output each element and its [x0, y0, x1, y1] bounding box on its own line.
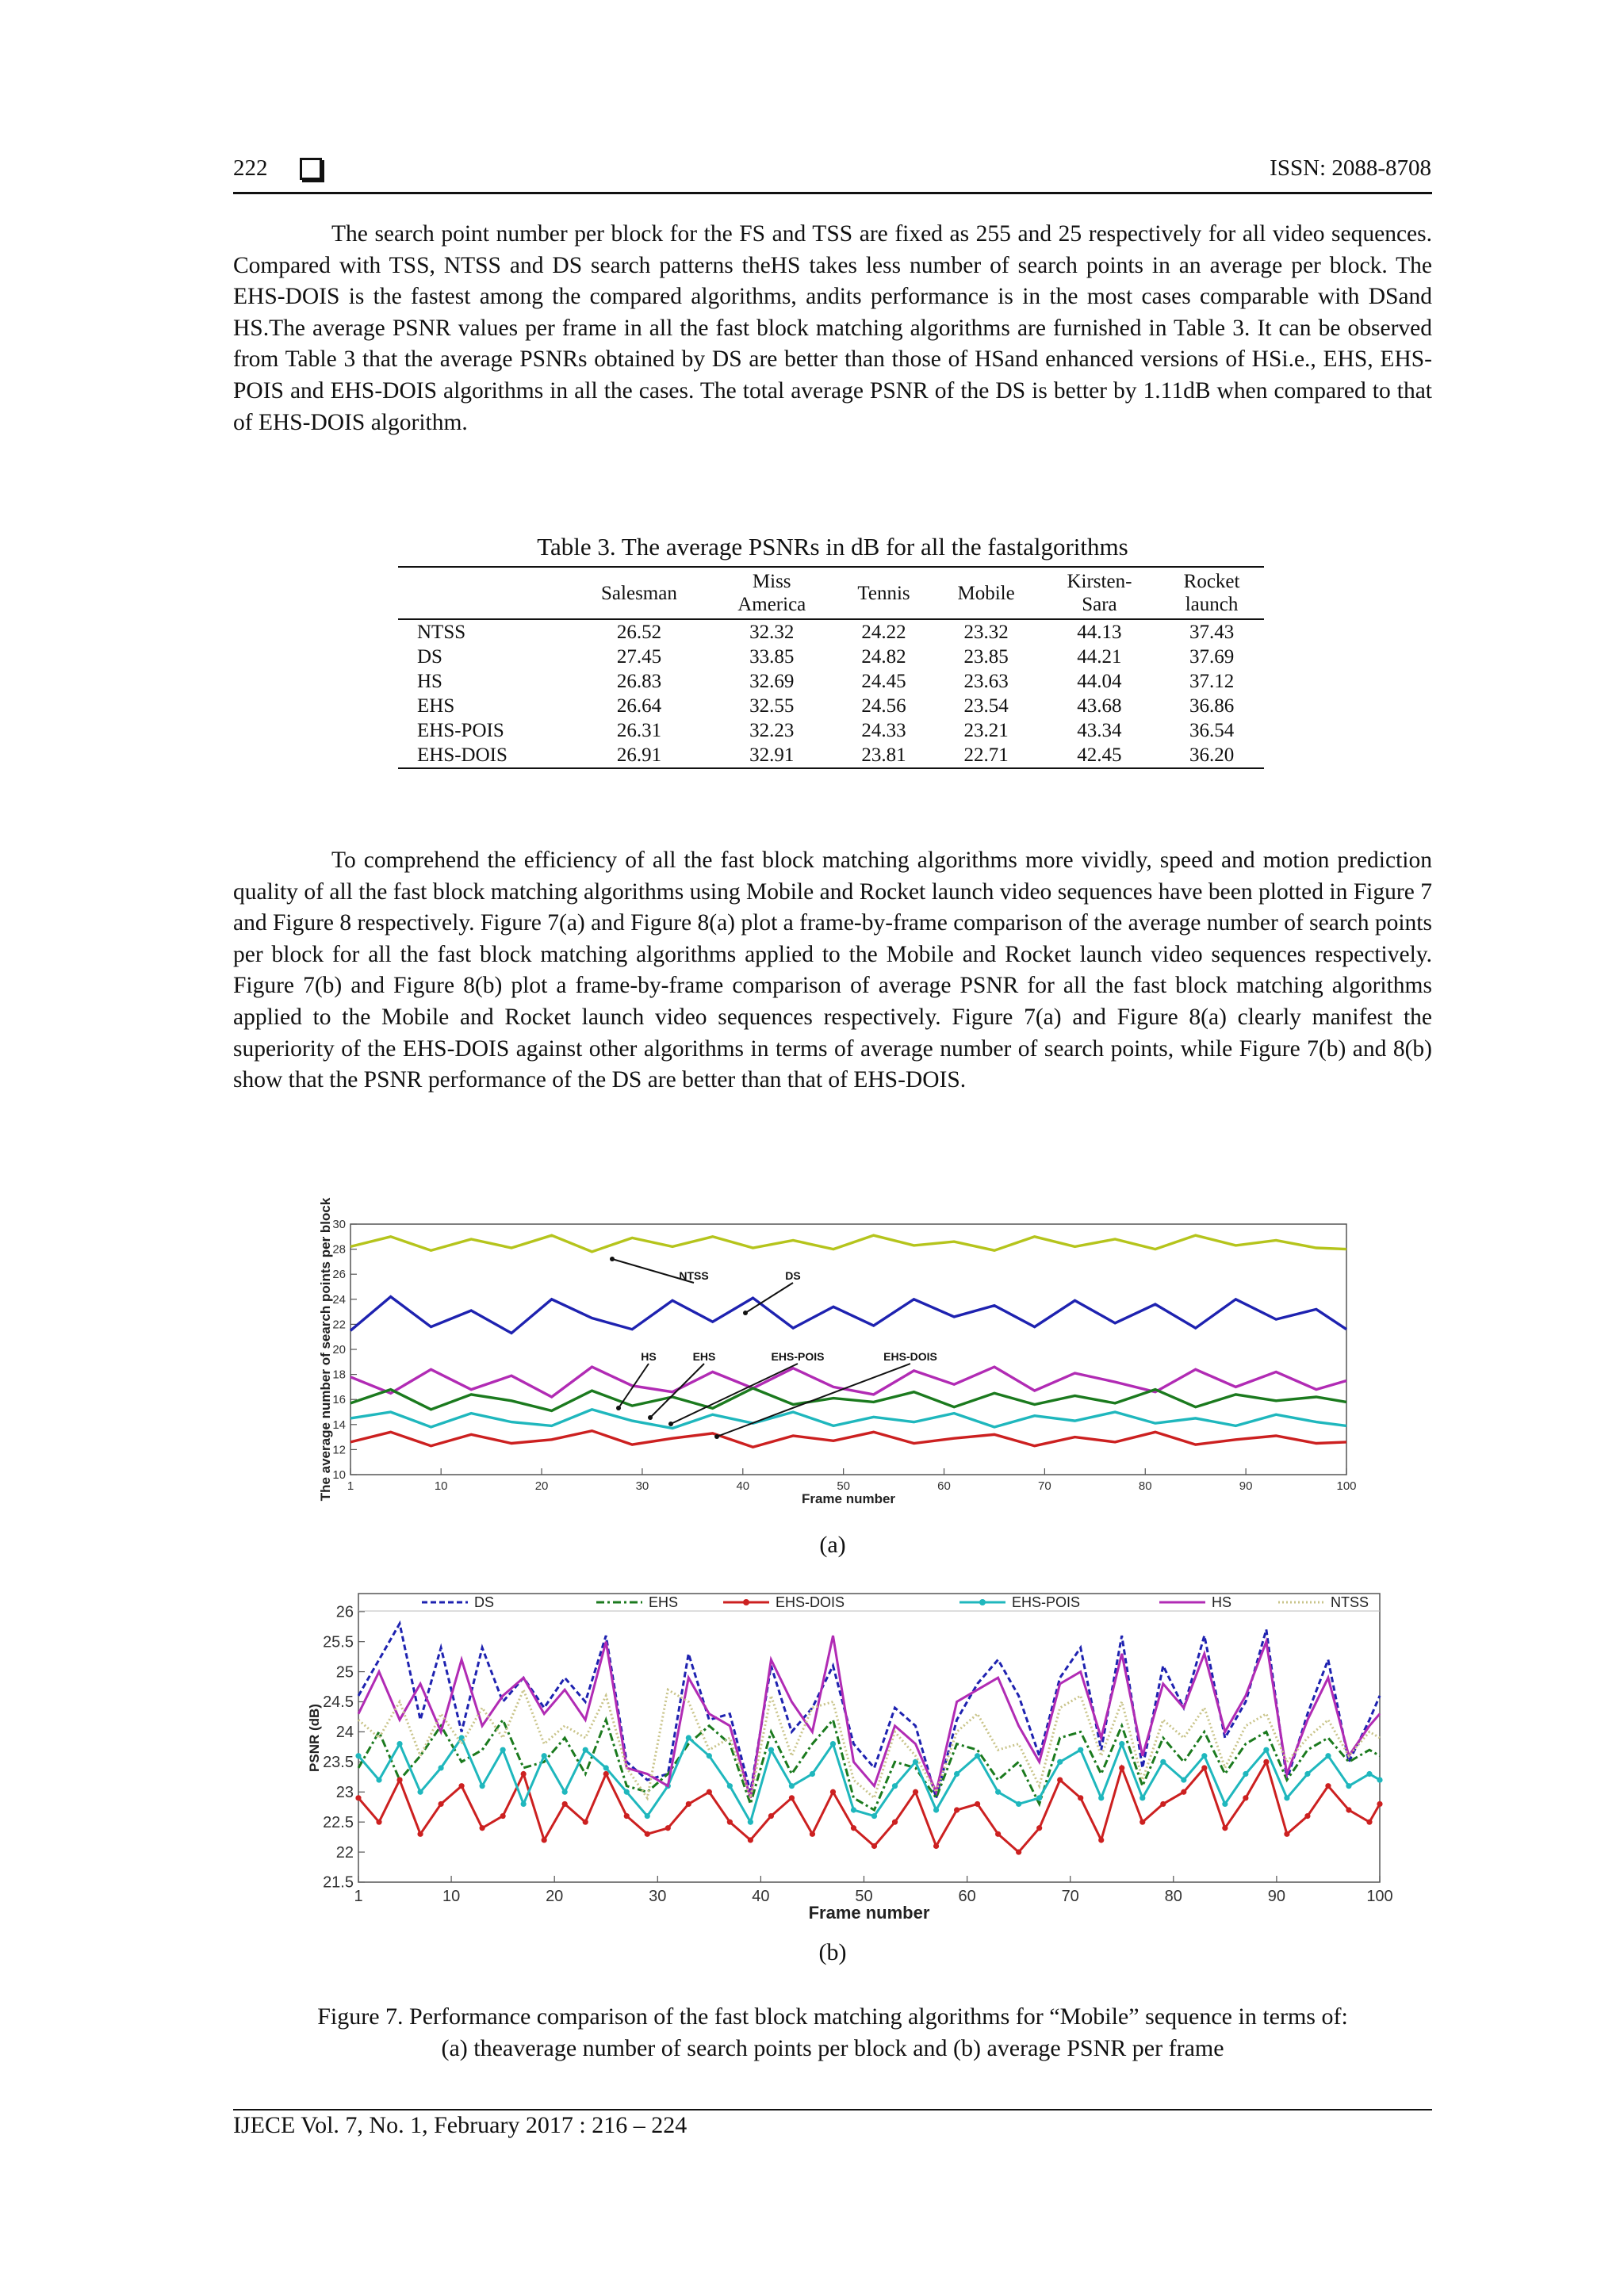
data-point-ehs-pois [1243, 1771, 1248, 1777]
data-point-ehs-pois [789, 1783, 795, 1789]
data-point-ehs-pois [1078, 1747, 1083, 1753]
data-point-ehs-dois [624, 1813, 630, 1819]
data-point-ehs-pois [1181, 1777, 1186, 1782]
x-tick-label: 1 [347, 1479, 354, 1493]
data-point-ehs-dois [1078, 1795, 1083, 1800]
data-point-ehs-pois [995, 1789, 1001, 1795]
legend-marker [743, 1599, 749, 1605]
x-tick-label: 50 [837, 1479, 851, 1493]
y-tick-label: 20 [332, 1343, 346, 1357]
data-point-ehs-pois [1222, 1801, 1228, 1807]
table-cell: 44.21 [1077, 646, 1122, 668]
x-tick-label: 10 [434, 1479, 448, 1493]
x-tick-label: 40 [752, 1888, 770, 1905]
table-cell: 44.04 [1077, 671, 1122, 692]
data-point-ehs-pois [562, 1789, 568, 1795]
data-point-ehs-pois [686, 1735, 691, 1740]
row-label: NTSS [417, 622, 466, 643]
data-point-ehs-dois [438, 1801, 443, 1807]
table-cell: 37.69 [1189, 646, 1235, 668]
table-row [398, 718, 1264, 743]
data-point-ehs-dois [417, 1831, 423, 1837]
chart-search-points [301, 1197, 1364, 1506]
data-point-ehs-dois [376, 1820, 381, 1825]
table-cell: 43.68 [1077, 695, 1122, 717]
data-point-ehs-dois [665, 1825, 671, 1831]
table-cell: 24.33 [861, 720, 906, 741]
x-tick-label: 30 [649, 1888, 667, 1905]
annotation-label: NTSS [679, 1269, 709, 1282]
data-point-ehs-pois [624, 1789, 630, 1795]
data-point-ehs-pois [645, 1813, 650, 1819]
figure-caption-line-1: Figure 7. Performance comparison of the fast block matching algorithms for “Mobile” sequence in terms of: [317, 2003, 1348, 2030]
data-point-ehs-dois [830, 1789, 836, 1795]
table-cell: 24.82 [861, 646, 906, 668]
data-point-ehs-dois [1366, 1820, 1372, 1825]
data-point-ehs-dois [1222, 1825, 1228, 1831]
x-tick-label: 100 [1336, 1479, 1357, 1493]
table-cell: 37.43 [1189, 622, 1235, 643]
table-cell: 23.21 [963, 720, 1009, 741]
y-tick-label: 22.5 [323, 1813, 354, 1831]
table-cell: 37.12 [1189, 671, 1235, 692]
table-cell: 32.23 [749, 720, 795, 741]
data-point-ehs-dois [1139, 1820, 1145, 1825]
table-cell: 22.71 [963, 744, 1009, 766]
page-number: 222 [233, 155, 268, 181]
annotation-arrowhead [616, 1406, 621, 1410]
data-point-ehs-dois [789, 1795, 795, 1800]
data-point-ehs-dois [1263, 1759, 1269, 1765]
table-cell: 26.91 [616, 744, 662, 766]
footer-rule [233, 2109, 1432, 2110]
row-label: EHS-POIS [417, 720, 504, 741]
subcaption-a: (a) [819, 1532, 846, 1558]
y-tick-label: 23 [335, 1783, 354, 1801]
annotation-arrowhead [610, 1257, 615, 1261]
footer-citation: IJECE Vol. 7, No. 1, February 2017 : 216 – 224 [233, 2112, 688, 2138]
x-tick-label: 80 [1164, 1888, 1182, 1905]
data-point-ehs-pois [521, 1801, 527, 1807]
y-tick-label: 23.5 [323, 1754, 354, 1771]
data-point-ehs-pois [1160, 1759, 1166, 1765]
y-tick-label: 16 [332, 1393, 346, 1407]
table-row [398, 619, 1264, 645]
paragraph-1: The search point number per block for the FS and TSS are fixed as 255 and 25 respectively for all video sequences. Compared with TSS, NTSS and DS search patterns theHS takes less number of search points in an average per block. The EHS-DOIS is the fastest among the compared algorithms, andits performance is in the most cases comparable with DSand HS.The average PSNR values per frame in all the fast block matching algorithms are furnished in Table 3. It can be observed from Table 3 that the average PSNRs obtained by DS are better than those of HSand enhanced versions of HSi.e., EHS, EHS-POIS and EHS-DOIS algorithms in all the cases. The total average PSNR of the DS is better by 1.11dB when compared to that of EHS-DOIS algorithm. [233, 221, 1432, 435]
table-cell: 36.20 [1189, 744, 1235, 766]
table-cell: 32.91 [749, 744, 795, 766]
table-row [398, 669, 1264, 694]
table-row [398, 645, 1264, 669]
table-cell: 43.34 [1077, 720, 1122, 741]
data-point-ehs-dois [748, 1837, 753, 1843]
col-header: Tennis [857, 582, 910, 604]
y-tick-label: 24 [332, 1292, 346, 1307]
data-point-ehs-dois [1057, 1777, 1063, 1782]
x-tick-label: 70 [1038, 1479, 1051, 1493]
y-tick-label: 26 [332, 1268, 346, 1282]
annotation-arrowhead [714, 1434, 719, 1439]
x-tick-label: 80 [1138, 1479, 1152, 1493]
table-header-row [398, 567, 1264, 619]
y-axis-label: PSNR (dB) [307, 1704, 322, 1772]
data-point-ehs-pois [542, 1753, 547, 1758]
annotation-label: EHS-DOIS [883, 1350, 937, 1363]
table-cell: 26.64 [616, 695, 662, 717]
data-point-ehs-pois [1263, 1747, 1269, 1753]
data-point-ehs-pois [851, 1807, 856, 1812]
page-header-left [233, 155, 322, 182]
y-tick-label: 26 [335, 1603, 354, 1621]
data-point-ehs-dois [1181, 1789, 1186, 1795]
data-point-ehs-dois [768, 1813, 774, 1819]
col-header: Kirsten- Sara [1067, 571, 1132, 615]
table-cell: 36.54 [1189, 720, 1235, 741]
data-point-ehs-pois [810, 1771, 815, 1777]
annotation-arrowhead [743, 1311, 748, 1315]
data-point-ehs-pois [1366, 1771, 1372, 1777]
data-point-ehs-dois [355, 1795, 361, 1800]
table-cell: 23.81 [861, 744, 906, 766]
x-tick-label: 40 [736, 1479, 750, 1493]
data-point-ehs-dois [686, 1801, 691, 1807]
table-cell: 42.45 [1077, 744, 1122, 766]
header-rule [233, 192, 1432, 194]
data-point-ehs-dois [995, 1831, 1001, 1837]
table-cell: 32.32 [749, 622, 795, 643]
table-row [398, 743, 1264, 768]
y-tick-label: 12 [332, 1443, 346, 1457]
annotation-arrowhead [668, 1422, 673, 1426]
data-point-ehs-dois [1016, 1849, 1021, 1854]
data-point-ehs-pois [1284, 1795, 1289, 1800]
data-point-ehs-pois [1346, 1783, 1351, 1789]
data-point-ehs-dois [1160, 1801, 1166, 1807]
table-cell: 26.31 [616, 720, 662, 741]
table-cell: 24.22 [861, 622, 906, 643]
legend-label-hs: HS [1212, 1594, 1232, 1610]
row-label: EHS-DOIS [417, 744, 508, 766]
data-point-ehs-dois [1201, 1765, 1207, 1770]
data-point-ehs-pois [583, 1747, 588, 1753]
legend-label-ehs-dois: EHS-DOIS [776, 1594, 845, 1610]
table-cell: 26.52 [616, 622, 662, 643]
data-point-ehs-pois [603, 1765, 609, 1770]
data-point-ehs-dois [810, 1831, 815, 1837]
data-point-ehs-dois [871, 1843, 877, 1849]
data-point-ehs-pois [1139, 1795, 1145, 1800]
data-point-ehs-dois [459, 1783, 465, 1789]
data-point-ehs-pois [748, 1820, 753, 1825]
issn-label: ISSN: 2088-8708 [1270, 155, 1431, 181]
y-axis-label: The average number of search points per block [318, 1197, 333, 1502]
data-point-ehs-pois [1325, 1753, 1331, 1758]
table-cell: 32.55 [749, 695, 795, 717]
x-tick-label: 30 [635, 1479, 649, 1493]
x-tick-label: 60 [937, 1479, 951, 1493]
data-point-ehs-pois [954, 1771, 959, 1777]
data-point-ehs-pois [438, 1765, 443, 1770]
data-point-ehs-dois [521, 1771, 527, 1777]
figure-caption-line-2: (a) theaverage number of search points per block and (b) average PSNR per frame [441, 2035, 1224, 2061]
data-point-ehs-pois [1119, 1741, 1124, 1747]
data-point-ehs-dois [727, 1820, 733, 1825]
annotation-label: DS [785, 1269, 801, 1282]
data-point-ehs-pois [975, 1753, 980, 1758]
legend-marker [979, 1599, 986, 1605]
table-row [398, 694, 1264, 718]
data-point-ehs-dois [1284, 1831, 1289, 1837]
data-point-ehs-dois [396, 1777, 402, 1782]
paragraph-2: To comprehend the efficiency of all the fast block matching algorithms more vividly, speed and motion prediction quality of all the fast block matching algorithms using Mobile and Rocket launch video sequences have been plotted in Figure 7 and Figure 8 respectively. Figure 7(a) and Figure 8(a) plot a frame-by-frame comparison of the average number of search points per block for all the fast block matching algorithms applied to the Mobile and Rocket launch video sequences respectively. Figure 7(b) and Figure 8(b) plot a frame-by-frame comparison of average PSNR for all the fast block matching algorithms applied to the Mobile and Rocket launch video sequences respectively. Figure 7(a) and Figure 8(a) clearly manifest the superiority of the EHS-DOIS against other algorithms in terms of average number of search points, while Figure 7(b) and 8(b) show that the PSNR performance of the DS are better than that of EHS-DOIS. [233, 848, 1432, 1093]
data-point-ehs-dois [500, 1813, 506, 1819]
y-tick-label: 14 [332, 1418, 346, 1432]
x-tick-label: 1 [354, 1888, 363, 1905]
annotation-arrowhead [648, 1415, 653, 1420]
y-tick-label: 22 [335, 1843, 354, 1862]
data-point-ehs-pois [727, 1783, 733, 1789]
legend-label-ds: DS [474, 1594, 495, 1610]
y-tick-label: 21.5 [323, 1873, 354, 1892]
data-point-ehs-dois [1346, 1807, 1351, 1812]
x-tick-label: 60 [958, 1888, 976, 1905]
data-point-ehs-dois [975, 1801, 980, 1807]
data-point-ehs-dois [707, 1789, 712, 1795]
x-tick-label: 10 [442, 1888, 461, 1905]
data-point-ehs-pois [892, 1783, 898, 1789]
data-point-ehs-pois [480, 1783, 485, 1789]
data-point-ehs-dois [851, 1825, 856, 1831]
data-point-ehs-pois [1016, 1801, 1021, 1807]
data-point-ehs-pois [500, 1747, 506, 1753]
table-cell: 36.86 [1189, 695, 1235, 717]
data-point-ehs-dois [1036, 1825, 1042, 1831]
data-point-ehs-pois [871, 1813, 877, 1819]
y-tick-label: 24 [335, 1724, 354, 1742]
y-tick-label: 25.5 [323, 1633, 354, 1651]
data-point-ehs-dois [562, 1801, 568, 1807]
chart-psnr [301, 1590, 1396, 1923]
y-tick-label: 18 [332, 1368, 346, 1382]
table-caption: Table 3. The average PSNRs in dB for all the fastalgorithms [537, 533, 1128, 561]
data-point-ehs-pois [1036, 1795, 1042, 1800]
table-cell: 23.54 [963, 695, 1009, 717]
data-point-ehs-pois [396, 1741, 402, 1747]
table-cell: 33.85 [749, 646, 795, 668]
figure-caption [233, 2001, 1432, 2064]
y-tick-label: 10 [332, 1468, 346, 1482]
data-point-ehs-pois [768, 1747, 774, 1753]
x-axis-label: Frame number [808, 1903, 930, 1923]
col-header: Miss America [737, 571, 806, 615]
row-label: DS [417, 646, 442, 668]
data-point-ehs-pois [830, 1741, 836, 1747]
col-header: Rocket launch [1183, 571, 1240, 615]
row-label: HS [417, 671, 442, 692]
data-point-ehs-dois [933, 1843, 939, 1849]
legend-label-ehs: EHS [649, 1594, 679, 1610]
table-cell: 23.85 [963, 646, 1009, 668]
table-cell: 23.32 [963, 622, 1009, 643]
table-corner [398, 567, 569, 619]
col-header: Salesman [601, 582, 677, 604]
data-point-ehs-dois [913, 1789, 918, 1795]
data-point-ehs-pois [355, 1753, 361, 1758]
table-cell: 26.83 [616, 671, 662, 692]
data-point-ehs-dois [954, 1807, 959, 1812]
legend-label-ehs-pois: EHS-POIS [1012, 1594, 1081, 1610]
data-point-ehs-pois [417, 1789, 423, 1795]
x-tick-label: 50 [855, 1888, 873, 1905]
x-tick-label: 20 [546, 1888, 564, 1905]
data-point-ehs-dois [1119, 1765, 1124, 1770]
col-header: Mobile [957, 582, 1015, 604]
box-bullet-icon [300, 158, 322, 180]
legend-label-ntss: NTSS [1331, 1594, 1369, 1610]
data-point-ehs-pois [376, 1777, 381, 1782]
data-point-ehs-dois [1304, 1813, 1310, 1819]
table-cell: 27.45 [616, 646, 662, 668]
data-point-ehs-dois [583, 1820, 588, 1825]
y-tick-label: 25 [335, 1663, 354, 1682]
data-point-ehs-pois [1057, 1759, 1063, 1765]
y-tick-label: 30 [332, 1218, 346, 1231]
x-tick-label: 70 [1061, 1888, 1079, 1905]
x-tick-label: 90 [1267, 1888, 1286, 1905]
data-point-ehs-dois [542, 1837, 547, 1843]
data-point-ehs-dois [1377, 1801, 1382, 1807]
data-point-ehs-pois [1304, 1771, 1310, 1777]
annotation-label: EHS-POIS [771, 1350, 825, 1363]
row-label: EHS [417, 695, 455, 717]
y-tick-label: 28 [332, 1242, 346, 1257]
table-cell: 44.13 [1077, 622, 1122, 643]
x-tick-label: 90 [1239, 1479, 1253, 1493]
annotation-label: EHS [692, 1350, 716, 1363]
x-tick-label: 100 [1366, 1888, 1393, 1905]
data-point-ehs-pois [933, 1807, 939, 1812]
y-tick-label: 24.5 [323, 1693, 354, 1712]
annotation-label: HS [641, 1350, 657, 1363]
data-point-ehs-dois [1243, 1795, 1248, 1800]
data-point-ehs-dois [645, 1831, 650, 1837]
x-axis-label: Frame number [801, 1491, 896, 1506]
data-point-ehs-dois [480, 1825, 485, 1831]
data-point-ehs-pois [1377, 1777, 1382, 1782]
data-point-ehs-pois [1201, 1753, 1207, 1758]
data-point-ehs-pois [707, 1753, 712, 1758]
table-cell: 23.63 [963, 671, 1009, 692]
psnr-table [398, 566, 1264, 769]
y-tick-label: 22 [332, 1318, 346, 1332]
x-tick-label: 20 [534, 1479, 549, 1493]
data-point-ehs-dois [1325, 1783, 1331, 1789]
subcaption-b: (b) [818, 1939, 847, 1965]
data-point-ehs-dois [1098, 1837, 1104, 1843]
table-cell: 24.56 [861, 695, 906, 717]
data-point-ehs-pois [1098, 1795, 1104, 1800]
data-point-ehs-dois [892, 1820, 898, 1825]
table-cell: 24.45 [861, 671, 906, 692]
table-cell: 32.69 [749, 671, 795, 692]
